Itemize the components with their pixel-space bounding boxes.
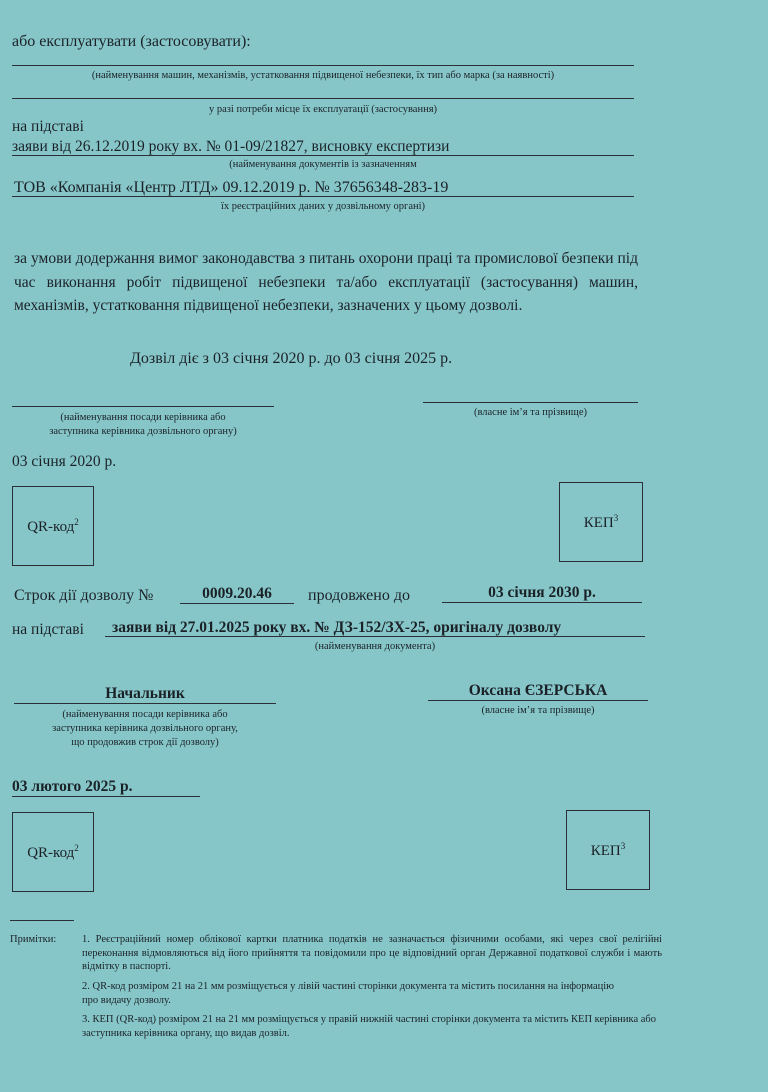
place-line (12, 98, 634, 99)
notes-label: Примітки: (10, 934, 57, 945)
extended-label: продовжено до (308, 587, 410, 604)
org-line (12, 196, 634, 197)
machines-line (12, 65, 634, 66)
org-value: ТОВ «Компанія «Центр ЛТД» 09.12.2019 р. № 37656348-283-19 (14, 179, 449, 196)
kep-box-1 (559, 482, 643, 562)
note-1: 1. Реєстраційний номер облікової картки платника податків не зазначається фізичними особами, які через свої релігійні переконання відмовляються від його прийняття та повідомили про це відповідний орган Державної податкової служби і мають відмітку в паспорті. (82, 934, 662, 972)
basis-line (12, 155, 634, 156)
caption-registration: їх реєстраційних даних у дозвільному органі) (220, 201, 426, 212)
note-3: 3. КЕП (QR-код) розміром 21 на 21 мм розміщується у правій нижній частині сторінки документа та містить КЕП керівника або заступника керівника органу, що видав дозвіл. (82, 1014, 657, 1039)
permit-number: 0009.20.46 (202, 585, 272, 602)
name-line (423, 402, 638, 403)
kep-label-2: КЕП$^3$ (590, 840, 626, 859)
basis-label-2: на підставі (12, 621, 84, 638)
operate-text: або експлуатувати (застосовувати): (12, 33, 251, 50)
caption-place: у разі потреби місце їх експлуатації (застосування) (208, 104, 438, 115)
date-1: 03 січня 2020 р. (12, 453, 117, 470)
qr-code-box-2 (12, 812, 94, 892)
kep-label: КЕП$^3$ (583, 512, 619, 531)
caption-doc: (найменування документа) (314, 641, 436, 652)
date-2: 03 лютого 2025 р. (12, 778, 133, 795)
conditions-paragraph: за умови додержання вимог законодавства з питань охорони праці та промислової безпеки під час виконання робіт підвищеної небезпеки та/або експлуатації (застосування) машин, механізмів, устатковання підвищеної небезпеки, зазначених у цьому дозволі. (14, 250, 638, 314)
permit-number-line (180, 603, 294, 604)
caption-machines: (найменування машин, механізмів, устатковання підвищеної небезпеки, їх тип або марка (за наявності) (91, 70, 555, 81)
caption-position-2: заступника керівника дозвільного органу) (49, 426, 237, 437)
caption-position-2-2: заступника керівника дозвільного органу, (52, 723, 238, 734)
extended-date: 03 січня 2030 р. (488, 584, 596, 601)
name-value: Оксана ЄЗЕРСЬКА (468, 682, 608, 699)
position-value: Начальник (105, 685, 185, 702)
note-2: 2. QR-код розміром 21 на 21 мм розміщується у лівій частині сторінки документа та містить посилання на інформацію про видачу дозволу. (82, 981, 614, 1006)
caption-name: (власне ім’я та прізвище) (473, 407, 588, 418)
caption-position-2-3: що продовжив строк дії дозволу) (71, 737, 219, 748)
position-line-2 (14, 703, 276, 704)
extended-date-line (442, 602, 642, 603)
kep-box-2 (566, 810, 650, 890)
extend-label: Строк дії дозволу № (14, 587, 154, 604)
qr-code-box-1 (12, 486, 94, 566)
caption-name-2: (власне ім’я та прізвище) (481, 705, 595, 716)
basis-value-2: заяви від 27.01.2025 року вх. № ДЗ-152/ЗХ-25, оригіналу дозволу (112, 619, 562, 636)
notes-divider (10, 920, 74, 921)
basis-value: заяви від 26.12.2019 року вх. № 01-09/21827, висновку експертизи (12, 138, 450, 155)
caption-position-2-1: (найменування посади керівника або (62, 709, 228, 720)
basis-line-2 (105, 636, 645, 637)
date-2-line (12, 796, 200, 797)
qr-label-2: QR-код$^2$ (27, 842, 79, 861)
caption-position-1: (найменування посади керівника або (60, 412, 226, 423)
name-line-2 (428, 700, 648, 701)
position-line (12, 406, 274, 407)
validity-text: Дозвіл діє з 03 січня 2020 р. до 03 січня 2025 р. (130, 350, 453, 367)
qr-label: QR-код$^2$ (27, 516, 79, 535)
caption-docs: (найменування документів із зазначенням (229, 159, 417, 170)
basis-label: на підставі (12, 118, 84, 135)
